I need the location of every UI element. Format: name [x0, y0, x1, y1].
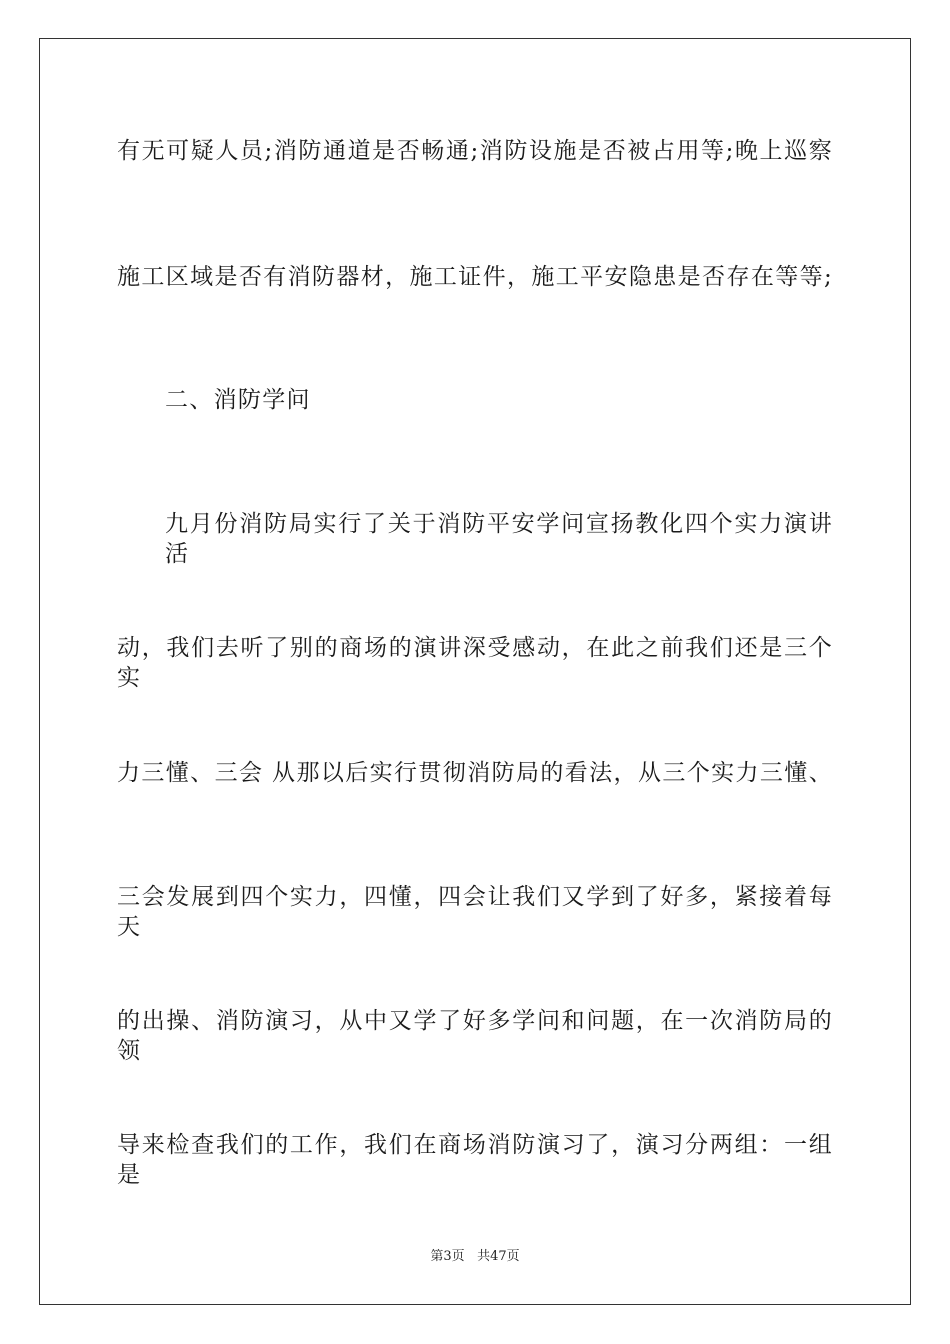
- text-line-1: 有无可疑人员;消防通道是否畅通;消防设施是否被占用等;晚上巡察: [117, 138, 833, 164]
- text-line-4: 九月份消防局实行了关于消防平安学问宣扬教化四个实力演讲活: [165, 511, 833, 567]
- text-line-7: 三会发展到四个实力，四懂，四会让我们又学到了好多，紧接着每天: [117, 884, 833, 940]
- page-footer: [0, 1248, 950, 1266]
- section-heading: 二、消防学问: [165, 387, 311, 413]
- text-line-5: 动，我们去听了别的商场的演讲深受感动，在此之前我们还是三个实: [117, 635, 833, 691]
- page-number: 第3页: [430, 1249, 465, 1264]
- page-total: 共47页: [477, 1249, 520, 1264]
- text-line-2: 施工区域是否有消防器材，施工证件，施工平安隐患是否存在等等;: [117, 264, 833, 290]
- text-line-6: 力三懂、三会 从那以后实行贯彻消防局的看法，从三个实力三懂、: [117, 760, 833, 786]
- text-line-8: 的出操、消防演习，从中又学了好多学问和问题，在一次消防局的领: [117, 1008, 833, 1064]
- text-line-9: 导来检查我们的工作，我们在商场消防演习了，演习分两组：一组是: [117, 1132, 833, 1188]
